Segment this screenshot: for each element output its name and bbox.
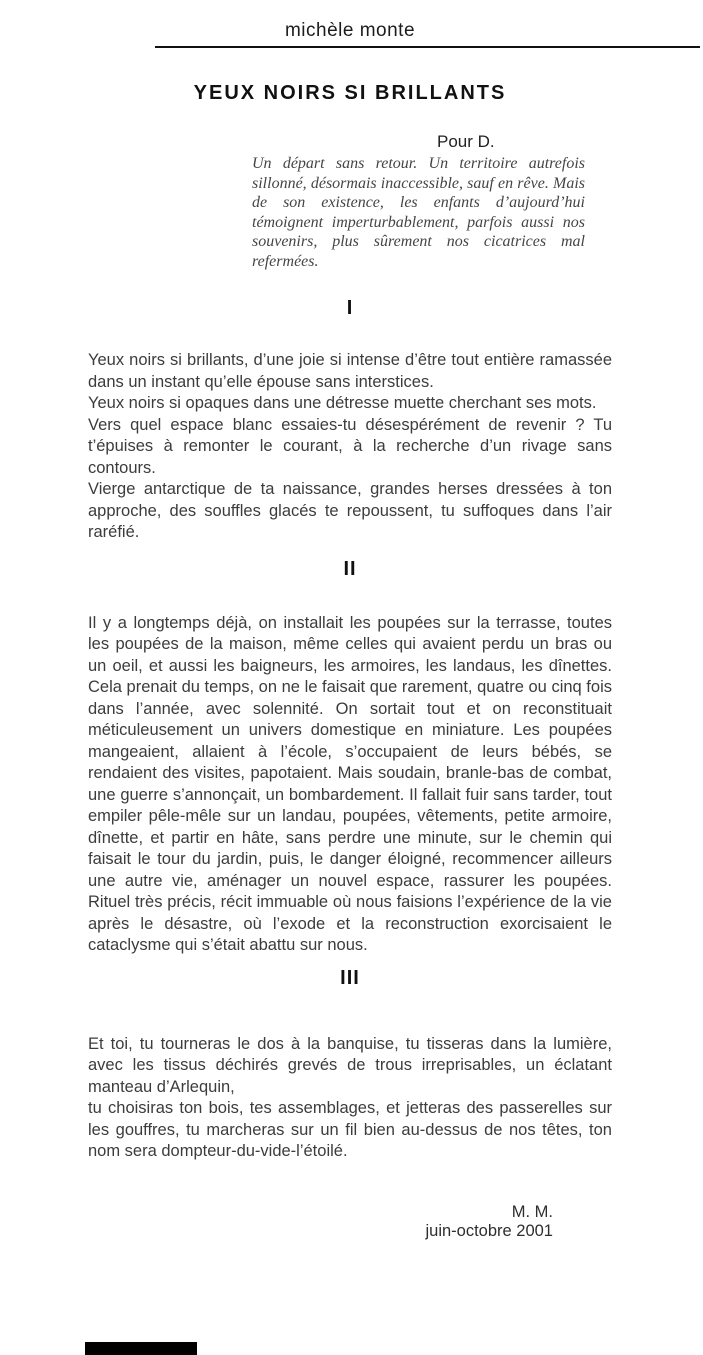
epigraph: Un départ sans retour. Un territoire autrefois sillonné, désormais inaccessible, sauf en rêve. Mais de son existence, les enfants d’aujourd’hui témoignent imperturbablement, parfois aussi nos souvenirs, plus sûrement nos cicatrices mal refermées. [252,155,585,270]
paragraph: tu choisiras ton bois, tes assemblages, et jetteras des passerelles sur les gouffres, tu marcheras sur un fil bien au-dessus de nos têtes, ton nom sera dompteur-du-vide-l’étoilé. [88,1099,612,1160]
header-rule [155,46,700,48]
signature-initials: M. M. [511,1202,553,1221]
section-heading-3: III [340,966,360,989]
section-2-body [88,613,612,957]
signature-block [88,1203,612,1241]
paragraph: Vierge antarctique de ta naissance, grandes herses dressées à ton approche, des souffles glacés te repoussent, tu suffoques dans l’air raréfié. [88,480,612,541]
paragraph: Il y a longtemps déjà, on installait les poupées sur la terrasse, toutes les poupées de la maison, même celles qui avaient perdu un bras ou un oeil, et aussi les baigneurs, les armoires, les landaus, les dînettes. Cela prenait du temps, on ne le faisait que rarement, quatre ou cinq fois dans l’année, avec solennité. On sortait tout et on reconstituait méticuleusement un univers domestique en miniature. Les poupées mangeaient, allaient à l’école, s’occupaient de leurs bébés, se rendaient des visites, papotaient. Mais soudain, branle-bas de combat, une guerre s’annonçait, un bombardement. Il fallait fuir sans tarder, tout empiler pêle-mêle sur un landau, poupées, vêtements, petite armoire, dînette, et partir en hâte, sans perdre une minute, sur le chemin qui faisait le tour du jardin, puis, le danger éloigné, recommencer ailleurs une autre vie, aménager un nouvel espace, rassurer les poupées. Rituel très précis, récit immuable où nous faisions l’expérience de la vie après le désastre, où l’exode et la reconstruction exorcisaient le cataclysme qui s’était abattu sur nous. [88,613,612,954]
author-name: michèle monte [284,20,416,41]
paragraph: Yeux noirs si opaques dans une détresse muette cherchant ses mots. [88,394,597,412]
section-heading-1: I [346,297,354,319]
footer-bar [85,1342,197,1355]
paragraph: Vers quel espace blanc essaies-tu désespérément de revenir ? Tu t’épuises à remonter le courant, à la recherche d’un rivage sans contours. [88,415,612,477]
section-1-body [88,350,612,544]
paragraph: Yeux noirs si brillants, d’une joie si intense d’être tout entière ramassée dans un instant qu’elle épouse sans interstices. [88,351,612,391]
paragraph: Et toi, tu tourneras le dos à la banquise, tu tisseras dans la lumière, avec les tissus déchirés grevés de trous irreprisables, un éclatant manteau d’Arlequin, [88,1034,612,1096]
section-3-body [88,1034,612,1163]
section-heading-2: II [343,557,357,580]
dedication: Pour D. [437,132,495,151]
poem-title: YEUX NOIRS SI BRILLANTS [193,82,507,104]
signature-date: juin-octobre 2001 [425,1221,553,1240]
